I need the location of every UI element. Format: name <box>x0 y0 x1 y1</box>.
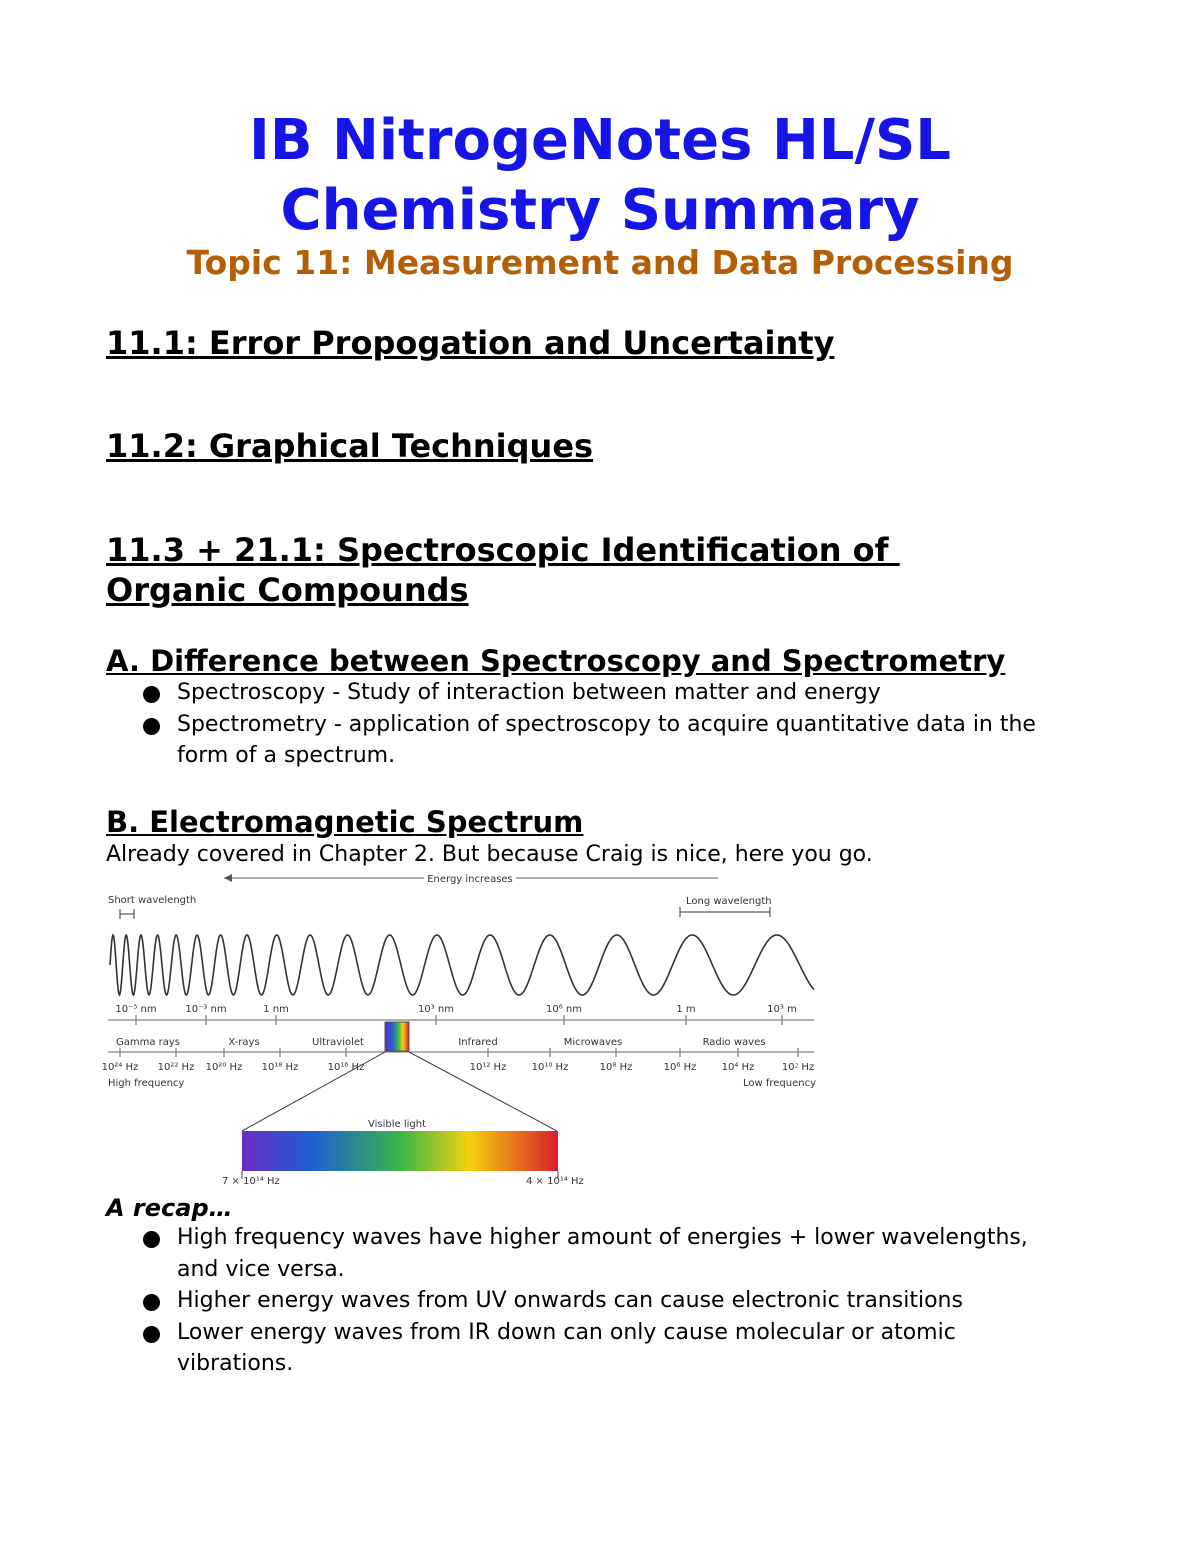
frequency-tick-label: 10⁸ Hz <box>599 1062 633 1073</box>
section-heading-11-3-line-2: Organic Compounds <box>106 571 469 609</box>
visible-high-frequency-label: 4 × 10¹⁴ Hz <box>526 1176 584 1187</box>
frequency-tick-label: 10¹⁸ Hz <box>261 1062 299 1073</box>
wavelength-tick-label: 10⁻³ nm <box>185 1004 227 1015</box>
section-heading-11-3-line-1: 11.3 + 21.1: Spectroscopic Identification of <box>106 531 900 569</box>
spectrum-region-label: X-rays <box>228 1037 260 1048</box>
visible-band-mini <box>385 1022 409 1051</box>
recap-heading: A recap… <box>106 1194 233 1222</box>
list-item <box>140 677 1070 709</box>
chirped-wave-line <box>110 935 814 995</box>
bullet-icon <box>143 718 160 735</box>
recap-bullet-list <box>140 1222 1070 1380</box>
short-wavelength-label: Short wavelength <box>108 895 197 906</box>
bullet-text: High frequency waves have higher amount of energies + lower wavelengths, and vice versa. <box>177 1225 1028 1282</box>
list-item <box>140 709 1070 772</box>
bullet-icon <box>143 1294 160 1311</box>
low-frequency-label: Low frequency <box>742 1078 816 1089</box>
document-title-line-1: IB NitrogeNotes HL/SL <box>249 108 951 173</box>
wavelength-tick-label: 10³ nm <box>418 1004 454 1015</box>
frequency-tick-label: 10¹⁰ Hz <box>531 1062 569 1073</box>
spectrum-region-label: Infrared <box>458 1037 498 1048</box>
bullet-icon <box>143 1326 160 1343</box>
topic-subtitle: Topic 11: Measurement and Data Processing <box>186 243 1014 282</box>
electromagnetic-spectrum-figure <box>101 868 818 1190</box>
wavelength-tick-label: 10⁻⁵ nm <box>115 1004 157 1015</box>
visible-light-label: Visible light <box>367 1119 427 1130</box>
frequency-tick-label: 10²⁴ Hz <box>101 1062 139 1073</box>
frequency-tick-label: 10⁲ Hz <box>781 1062 815 1073</box>
bullet-text: Lower energy waves from IR down can only cause molecular or atomic vibrations. <box>177 1319 956 1376</box>
wavelength-tick-label: 1 m <box>676 1004 696 1015</box>
wavelength-tick-label: 10³ m <box>767 1004 797 1015</box>
energy-arrow-head-icon <box>224 874 232 882</box>
long-wavelength-label: Long wavelength <box>686 896 772 907</box>
high-frequency-label: High frequency <box>108 1078 185 1089</box>
frequency-tick-label: 10⁶ Hz <box>663 1062 697 1073</box>
part-a-heading: A. Difference between Spectroscopy and Spectrometry <box>106 644 1006 678</box>
part-b-intro: Already covered in Chapter 2. But because Craig is nice, here you go. <box>106 842 873 867</box>
bullet-text: Spectroscopy - Study of interaction between matter and energy <box>177 680 881 705</box>
spectrum-regions <box>116 1037 765 1048</box>
wavelength-tick-label: 10⁶ nm <box>546 1004 582 1015</box>
list-item <box>140 1317 1070 1380</box>
section-heading-11-1: 11.1: Error Propogation and Uncertainty <box>106 324 835 362</box>
wavelength-tick-label: 1 nm <box>263 1004 289 1015</box>
spectrum-region-label: Radio waves <box>702 1037 766 1048</box>
energy-increases-label: Energy increases <box>427 874 513 885</box>
bullet-text: Spectrometry - application of spectroscopy to acquire quantitative data in the form of a spectrum. <box>177 711 1036 768</box>
frequency-tick-label: 10²⁰ Hz <box>205 1062 243 1073</box>
bullet-text: Higher energy waves from UV onwards can cause electronic transitions <box>177 1288 963 1313</box>
document-title-line-2: Chemistry Summary <box>280 178 920 243</box>
spectrum-region-label: Gamma rays <box>115 1037 181 1048</box>
frequency-tick-label: 10⁴ Hz <box>721 1062 755 1073</box>
section-heading-11-2: 11.2: Graphical Techniques <box>106 427 594 465</box>
part-a-bullet-list <box>140 677 1070 772</box>
spectrum-region-label: Ultraviolet <box>312 1037 364 1048</box>
visible-low-frequency-label: 7 × 10¹⁴ Hz <box>222 1176 280 1187</box>
list-item <box>140 1222 1070 1285</box>
visible-light-band <box>242 1131 558 1171</box>
list-item <box>140 1285 1070 1317</box>
frequency-tick-label: 10²² Hz <box>157 1062 195 1073</box>
part-b-heading: B. Electromagnetic Spectrum <box>106 805 584 839</box>
frequency-tick-label: 10¹² Hz <box>469 1062 507 1073</box>
spectrum-region-label: Microwaves <box>563 1037 623 1048</box>
bullet-icon <box>143 686 160 703</box>
frequency-tick-label: 10¹⁶ Hz <box>327 1062 365 1073</box>
wavelength-ticks <box>115 1004 796 1025</box>
bullet-icon <box>143 1231 160 1248</box>
